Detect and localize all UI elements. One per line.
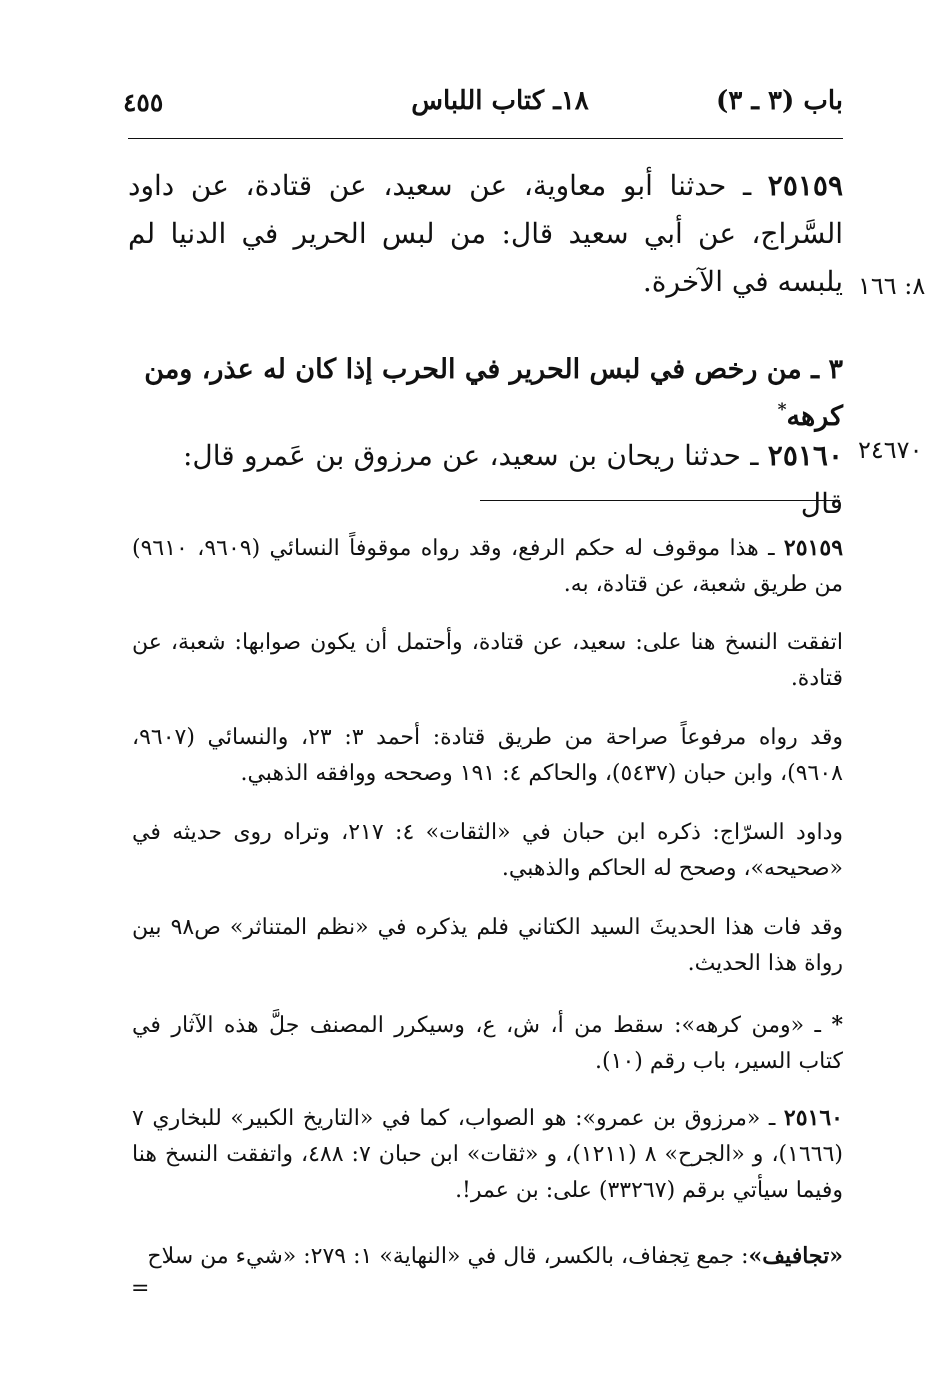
footnote-paragraph (132, 815, 843, 887)
footnote-number: ٢٥١٦٠ (783, 1105, 843, 1131)
footnote-paragraph (132, 720, 843, 792)
section-heading (128, 350, 843, 437)
footnote-25160 (132, 1100, 843, 1209)
hadith-number: ٢٥١٥٩ (767, 169, 843, 202)
footnote-separator (480, 500, 840, 501)
footnote-text: : جمع تِجفاف، بالكسر، قال في «النهاية» ١: ٢٧٩: «شيء من سلاح (147, 1244, 749, 1269)
footnote-number: ٢٥١٥٩ (783, 535, 844, 561)
hadith-number: ٢٥١٦٠ (767, 439, 843, 472)
hadith-text: ـ حدثنا أبو معاوية، عن سعيد، عن قتادة، عن داود السَّراج، عن أبي سعيد قال: من لبس الحرير في الدنيا لم يلبسه في الآخرة. (128, 169, 843, 298)
footnote-text: وقد رواه مرفوعاً صراحة من طريق قتادة: أحمد ٣: ٢٣، والنسائي (٩٦٠٧، ٩٦٠٨)، وابن حبان (٥٤٣٧)، والحاكم ٤: ١٩١ وصححه ووافقه الذهبي. (132, 725, 843, 786)
footnote-term: «تجافيف» (748, 1243, 843, 1269)
footnote-paragraph (132, 625, 843, 697)
footnote-text: اتفقت النسخ هنا على: سعيد، عن قتادة، وأحتمل أن يكون صوابها: شعبة، عن قتادة. (132, 630, 843, 691)
footnote-paragraph (132, 910, 843, 982)
footnote-text: ـ «مرزوق بن عمرو»: هو الصواب، كما في «التاريخ الكبير» للبخاري ٧ (١٦٦٦)، و «الجرح» ٨ (١٢١١)، و «ثقات» ابن حبان ٧: ٤٨٨، واتفقت النسخ هنا وفيما سيأتي برقم (٣٣٢٦٧) على: بن عمر!. (132, 1106, 843, 1203)
hadith-text: ـ حدثنا ريحان بن سعيد، عن مرزوق بن عَمرو قال: قال (183, 439, 843, 520)
margin-reference: ٨: ١٦٦ (858, 272, 926, 300)
margin-reference: ٢٤٦٧٠ (858, 436, 923, 464)
hadith-25159 (128, 162, 843, 306)
hadith-25160 (183, 432, 843, 528)
header-rule (128, 138, 843, 139)
footnote-text: ـ هذا موقوف له حكم الرفع، وقد رواه موقوفاً النسائي (٩٦٠٩، ٩٦١٠) من طريق شعبة، عن قتادة، به. (132, 536, 843, 597)
continuation-mark: = (131, 1276, 150, 1301)
chapter-reference: باب (٣ ـ ٣) (716, 86, 843, 116)
footnote-tajafif (132, 1238, 843, 1275)
page-number: ٤٥٥ (123, 88, 164, 117)
footnote-number: * (831, 1012, 843, 1038)
footnote-marker: * (777, 400, 787, 420)
footnote-star (132, 1007, 843, 1080)
footnote-25159 (132, 530, 843, 603)
footnote-text: وقد فات هذا الحديثَ السيد الكتاني فلم يذكره في «نظم المتناثر» ص٩٨ بين رواة هذا الحديث. (132, 915, 843, 976)
book-title: ١٨ـ كتاب اللباس (411, 86, 589, 116)
footnote-text: ـ «ومن كرهه»: سقط من أ، ش، ع، وسيكرر المصنف جلَّ هذه الآثار في كتاب السير، باب رقم (١٠). (132, 1013, 843, 1074)
section-heading-text: ٣ ـ من رخص في لبس الحرير في الحرب إذا كان له عذر، ومن كرهه (144, 354, 843, 432)
footnote-text: وداود السرّاج: ذكره ابن حبان في «الثقات» ٤: ٢١٧، وتراه روى حديثه في «صحيحه»، وصحح له الحاكم والذهبي. (132, 820, 843, 881)
